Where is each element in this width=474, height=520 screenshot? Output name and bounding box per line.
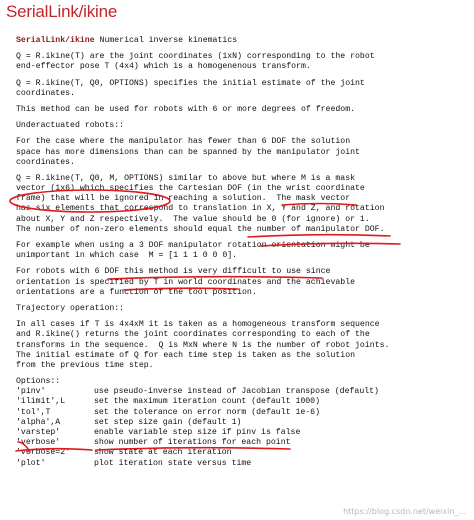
text-line: For robots with 6 DOF this method is very difficult to use since <box>16 267 331 277</box>
option-key: 'verbose=2' <box>16 448 71 458</box>
text-line: For the case where the manipulator has fewer than 6 DOF the solution <box>16 137 351 147</box>
text-line: and R.ikine() returns the joint coordinates corresponding to each of the <box>16 330 370 340</box>
option-row <box>16 428 468 438</box>
text-line: space has more dimensions than can be spanned by the manipulator joint <box>16 147 360 157</box>
text-line: Q = R.ikine(T, Q0, OPTIONS) specifies the initial estimate of the joint <box>16 78 365 88</box>
function-name: SerialLink/ikine <box>16 36 95 45</box>
paragraph-example <box>16 241 468 261</box>
text-line: For example when using a 3 DOF manipulator rotation orientation might be <box>16 241 370 250</box>
doc-header <box>16 36 468 46</box>
paragraph-fewer-dof <box>16 137 468 168</box>
text-line: unimportant in which case M = [1 1 1 0 0 0]. <box>16 251 238 261</box>
text-line: coordinates. <box>16 88 75 98</box>
option-desc: enable variable step size if pinv is false <box>94 428 301 437</box>
option-row <box>16 408 468 418</box>
option-desc: show number of iterations for each point <box>94 438 291 448</box>
text-line: from the previous time step. <box>16 360 154 370</box>
paragraph-dof-note <box>16 105 468 115</box>
text-line: frame) that will be ignored in reaching a solution. The mask vector <box>16 194 351 204</box>
option-row <box>16 459 468 469</box>
option-row <box>16 448 468 458</box>
text-line: Q = R.ikine(T) are the joint coordinates (1xN) corresponding to the robot <box>16 52 375 62</box>
function-desc: Numerical inverse kinematics <box>94 36 238 45</box>
section-heading: Trajectory operation:: <box>16 303 125 313</box>
text-line: transforms in the sequence. Q is MxN where N is the number of robot joints. <box>16 340 390 350</box>
option-row <box>16 438 468 448</box>
section-underactuated <box>16 121 468 131</box>
paragraph-trajectory <box>16 320 468 371</box>
text-line: In all cases if T is 4x4xM it is taken as a homogeneous transform sequence <box>16 320 380 330</box>
text-line: has six elements that correspond to translation in X, Y and Z, and rotation <box>16 204 385 214</box>
text-line: end-effector pose T (4x4) which is a homogenenous transform. <box>16 62 311 72</box>
option-desc: set the tolerance on error norm (default 1e-6) <box>94 407 321 417</box>
option-key: 'pinv' <box>16 387 46 397</box>
option-row <box>16 387 468 397</box>
paragraph-mask <box>16 174 468 235</box>
option-key: 'tol',T <box>16 407 51 417</box>
text-line: orientation is specified by T in world coordinates and the achievable <box>16 277 356 287</box>
text-line: The number of non-zero elements should equal the number of manipulator DOF. <box>16 224 385 234</box>
paragraph-six-dof <box>16 267 468 298</box>
options-heading: Options:: <box>16 377 61 387</box>
option-key: 'verbose' <box>16 438 61 448</box>
page-title: SerialLink/ikine <box>6 2 118 21</box>
option-key: 'alpha',A <box>16 417 61 427</box>
text-line: The initial estimate of Q for each time step is taken as the solution <box>16 350 356 360</box>
option-key: 'ilimit',L <box>16 397 66 407</box>
option-desc: show state at each iteration <box>94 448 232 458</box>
option-row <box>16 397 468 407</box>
options-table <box>16 387 468 469</box>
text-line: This method can be used for robots with 6 or more degrees of freedom. <box>16 104 356 114</box>
text-line: coordinates. <box>16 157 75 167</box>
option-desc: plot iteration state versus time <box>94 458 252 468</box>
watermark: https://blog.csdn.net/weixin_... <box>343 507 466 516</box>
option-desc: set the maximum iteration count (default 1000) <box>94 397 321 407</box>
option-key: 'plot' <box>16 458 46 468</box>
option-key: 'varstep' <box>16 428 61 437</box>
section-heading: Underactuated robots:: <box>16 121 125 131</box>
doc-body <box>16 36 468 469</box>
text-line: orientations are a function of the tool position. <box>16 287 257 297</box>
paragraph-usage <box>16 52 468 72</box>
text-line: about X, Y and Z respectively. The value should be 0 (for ignore) or 1. <box>16 214 370 224</box>
section-trajectory <box>16 304 468 314</box>
text-line: vector (1x6) which specifies the Cartesian DOF (in the wrist coordinate <box>16 184 365 194</box>
paragraph-initial-estimate <box>16 79 468 99</box>
option-row <box>16 418 468 428</box>
option-desc: use pseudo-inverse instead of Jacobian transpose (default) <box>94 387 379 397</box>
text-line: Q = R.ikine(T, Q0, M, OPTIONS) similar to above but where M is a mask <box>16 173 356 183</box>
option-desc: set step size gain (default 1) <box>94 417 242 427</box>
